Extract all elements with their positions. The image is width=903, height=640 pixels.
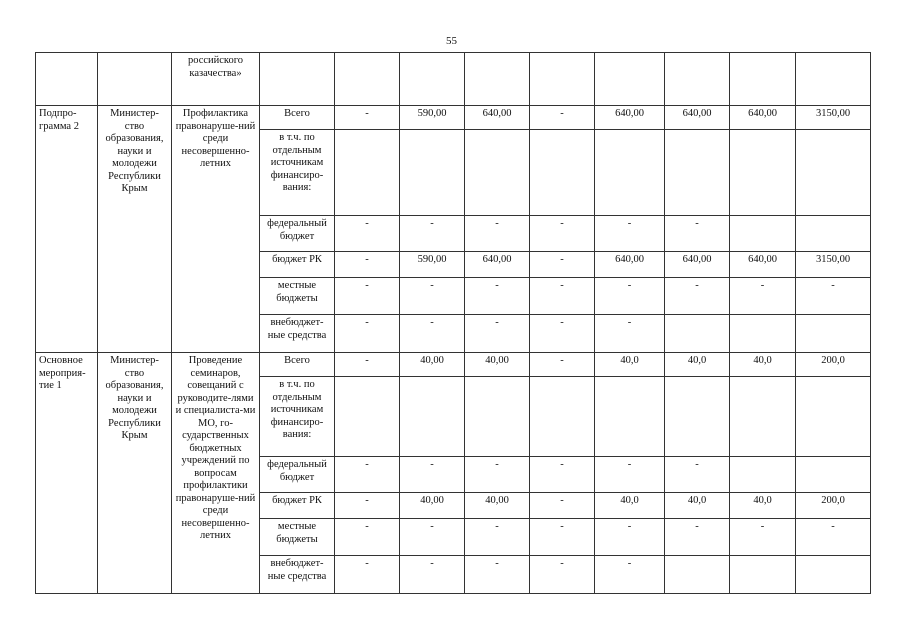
cell xyxy=(400,53,465,106)
funding-source: Всего xyxy=(260,106,335,130)
value-cell: 640,00 xyxy=(595,106,665,130)
cell xyxy=(796,53,871,106)
responsible-executor: Министер-ство образования, науки и молодежи Республики Крым xyxy=(98,353,172,594)
value-cell: - xyxy=(400,315,465,353)
value-cell: 40,00 xyxy=(465,353,530,377)
value-cell: 40,00 xyxy=(465,493,530,519)
budget-table xyxy=(35,52,871,594)
measure-name-continuation: российского казачества» xyxy=(172,53,260,106)
value-cell: - xyxy=(595,556,665,594)
value-cell: 640,00 xyxy=(730,252,796,278)
cell xyxy=(36,53,98,106)
program-code: Основное мероприя-тие 1 xyxy=(36,353,98,594)
value-cell: - xyxy=(335,252,400,278)
value-cell xyxy=(400,130,465,216)
value-cell: - xyxy=(530,106,595,130)
value-cell xyxy=(665,556,730,594)
value-cell: - xyxy=(400,556,465,594)
funding-source: местные бюджеты xyxy=(260,278,335,315)
value-cell: 40,00 xyxy=(400,493,465,519)
value-cell xyxy=(335,130,400,216)
value-cell: - xyxy=(796,278,871,315)
value-cell: - xyxy=(335,493,400,519)
value-cell xyxy=(595,377,665,457)
value-cell: 640,00 xyxy=(595,252,665,278)
value-cell: - xyxy=(595,315,665,353)
value-cell xyxy=(796,377,871,457)
funding-source: федеральный бюджет xyxy=(260,216,335,252)
page-number: 55 xyxy=(446,35,457,47)
cell xyxy=(465,53,530,106)
value-cell: - xyxy=(595,216,665,252)
value-cell xyxy=(730,216,796,252)
value-cell xyxy=(730,377,796,457)
value-cell xyxy=(665,377,730,457)
value-cell xyxy=(730,457,796,493)
value-cell: - xyxy=(530,556,595,594)
value-cell xyxy=(665,130,730,216)
value-cell: - xyxy=(465,556,530,594)
value-cell: - xyxy=(530,252,595,278)
value-cell: 40,00 xyxy=(400,353,465,377)
value-cell: - xyxy=(530,278,595,315)
value-cell: 590,00 xyxy=(400,106,465,130)
value-cell: 200,0 xyxy=(796,493,871,519)
value-cell: - xyxy=(335,353,400,377)
value-cell: 3150,00 xyxy=(796,106,871,130)
value-cell: - xyxy=(400,216,465,252)
value-cell: 200,0 xyxy=(796,353,871,377)
value-cell: - xyxy=(796,519,871,556)
value-cell xyxy=(730,556,796,594)
value-cell xyxy=(465,377,530,457)
value-cell: - xyxy=(465,519,530,556)
funding-source: федеральный бюджет xyxy=(260,457,335,493)
value-cell xyxy=(530,130,595,216)
cell xyxy=(260,53,335,106)
value-cell: 40,0 xyxy=(730,353,796,377)
table-row xyxy=(36,53,871,106)
value-cell: - xyxy=(595,457,665,493)
measure-name: Профилактика правонаруше-ний среди несовершенно-летних xyxy=(172,106,260,353)
value-cell xyxy=(796,130,871,216)
value-cell xyxy=(796,457,871,493)
value-cell: - xyxy=(400,457,465,493)
value-cell: - xyxy=(335,216,400,252)
cell xyxy=(665,53,730,106)
funding-source: бюджет РК xyxy=(260,252,335,278)
value-cell: - xyxy=(335,519,400,556)
value-cell: 40,0 xyxy=(595,353,665,377)
value-cell xyxy=(530,377,595,457)
value-cell xyxy=(796,315,871,353)
value-cell: - xyxy=(665,457,730,493)
value-cell: 40,0 xyxy=(665,353,730,377)
value-cell: - xyxy=(730,519,796,556)
funding-source: Всего xyxy=(260,353,335,377)
value-cell: - xyxy=(400,519,465,556)
funding-source: бюджет РК xyxy=(260,493,335,519)
value-cell: - xyxy=(335,278,400,315)
responsible-executor: Министер-ство образования, науки и молодежи Республики Крым xyxy=(98,106,172,353)
value-cell: - xyxy=(665,278,730,315)
value-cell: - xyxy=(465,457,530,493)
funding-source: в т.ч. по отдельным источникам финансиро-вания: xyxy=(260,130,335,216)
value-cell: 640,00 xyxy=(465,106,530,130)
value-cell: - xyxy=(530,353,595,377)
value-cell xyxy=(335,377,400,457)
program-code: Подпро-грамма 2 xyxy=(36,106,98,353)
value-cell: - xyxy=(400,278,465,315)
value-cell xyxy=(400,377,465,457)
value-cell xyxy=(665,315,730,353)
value-cell: - xyxy=(335,556,400,594)
value-cell: 640,00 xyxy=(665,252,730,278)
value-cell: - xyxy=(595,278,665,315)
value-cell: - xyxy=(530,216,595,252)
cell xyxy=(335,53,400,106)
value-cell: - xyxy=(665,216,730,252)
value-cell: 590,00 xyxy=(400,252,465,278)
value-cell: 3150,00 xyxy=(796,252,871,278)
measure-name: Проведение семинаров, совещаний с руководите-лями и специалиста-ми МО, го-сударственных бюджетных учреждений по вопросам профилактики правонаруше-ний среди несовершенно-летних xyxy=(172,353,260,594)
value-cell: - xyxy=(465,278,530,315)
value-cell: 40,0 xyxy=(665,493,730,519)
table-row xyxy=(36,353,871,377)
cell xyxy=(730,53,796,106)
funding-source: местные бюджеты xyxy=(260,519,335,556)
value-cell: - xyxy=(335,106,400,130)
value-cell: 640,00 xyxy=(730,106,796,130)
value-cell: - xyxy=(665,519,730,556)
value-cell: - xyxy=(335,315,400,353)
value-cell: - xyxy=(730,278,796,315)
table-row xyxy=(36,106,871,130)
value-cell xyxy=(465,130,530,216)
value-cell: - xyxy=(530,457,595,493)
value-cell: 640,00 xyxy=(665,106,730,130)
cell xyxy=(530,53,595,106)
value-cell: - xyxy=(530,519,595,556)
cell xyxy=(595,53,665,106)
value-cell: - xyxy=(530,315,595,353)
value-cell xyxy=(796,216,871,252)
value-cell: - xyxy=(595,519,665,556)
value-cell: 40,0 xyxy=(595,493,665,519)
cell xyxy=(98,53,172,106)
value-cell xyxy=(730,315,796,353)
funding-source: внебюджет-ные средства xyxy=(260,315,335,353)
value-cell: 640,00 xyxy=(465,252,530,278)
value-cell xyxy=(595,130,665,216)
value-cell: - xyxy=(465,315,530,353)
value-cell: - xyxy=(465,216,530,252)
value-cell xyxy=(796,556,871,594)
value-cell: 40,0 xyxy=(730,493,796,519)
value-cell: - xyxy=(530,493,595,519)
funding-source: внебюджет-ные средства xyxy=(260,556,335,594)
value-cell xyxy=(730,130,796,216)
value-cell: - xyxy=(335,457,400,493)
funding-source: в т.ч. по отдельным источникам финансиро-вания: xyxy=(260,377,335,457)
